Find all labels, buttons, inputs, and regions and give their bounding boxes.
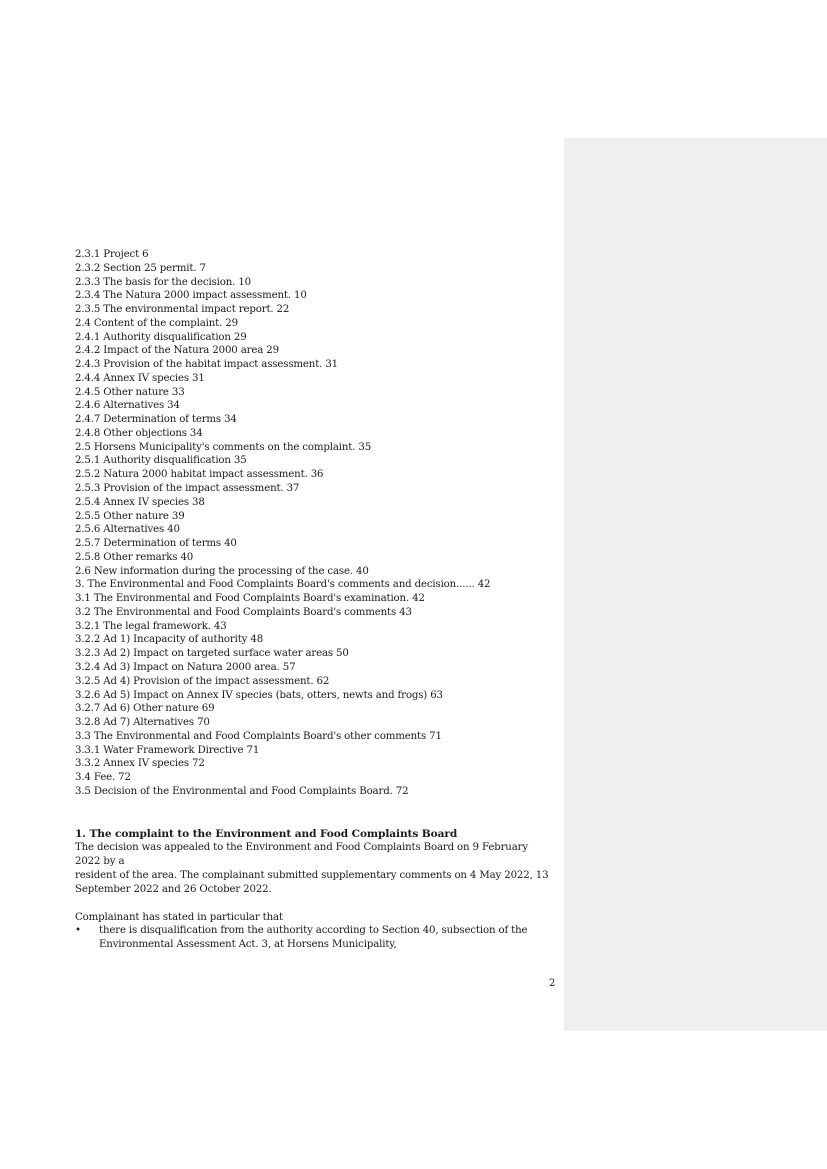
page-number: 2: [549, 978, 556, 989]
toc-entry[interactable]: 2.5.4 Annex IV species 38: [75, 496, 205, 508]
toc-entry[interactable]: 3.2.8 Ad 7) Alternatives 70: [75, 717, 210, 729]
paragraph-line: The decision was appealed to the Environment and Food Complaints Board on 9 February 2022 by a: [75, 842, 528, 867]
toc-entry[interactable]: 3.3.1 Water Framework Directive 71: [75, 744, 260, 756]
toc-entry[interactable]: 3.2.1 The legal framework. 43: [75, 620, 227, 632]
table-of-contents: [75, 248, 555, 799]
toc-entry[interactable]: 3.2.2 Ad 1) Incapacity of authority 48: [75, 634, 264, 646]
bullet-icon: •: [75, 925, 81, 937]
bullet-list: [75, 924, 555, 952]
toc-entry[interactable]: 2.4.6 Alternatives 34: [75, 400, 180, 412]
toc-entry[interactable]: 2.5.5 Other nature 39: [75, 510, 185, 522]
toc-entry[interactable]: 2.4.4 Annex IV species 31: [75, 372, 205, 384]
toc-entry[interactable]: 3.2.6 Ad 5) Impact on Annex IV species (bats, otters, newts and frogs) 63: [75, 689, 443, 701]
toc-entry[interactable]: 2.4.8 Other objections 34: [75, 427, 203, 439]
bullet-continuation: [75, 938, 555, 952]
toc-entry[interactable]: 2.3.5 The environmental impact report. 22: [75, 304, 290, 316]
toc-entry[interactable]: 2.5 Horsens Municipality's comments on the complaint. 35: [75, 441, 372, 453]
toc-entry[interactable]: 3.4 Fee. 72: [75, 772, 131, 784]
toc-entry[interactable]: 2.5.7 Determination of terms 40: [75, 538, 237, 550]
toc-entry[interactable]: 3.2.3 Ad 2) Impact on targeted surface water areas 50: [75, 648, 349, 660]
toc-entry[interactable]: 3.2.4 Ad 3) Impact on Natura 2000 area. 57: [75, 661, 296, 673]
paragraph-line: September 2022 and 26 October 2022.: [75, 883, 272, 895]
toc-entry[interactable]: 2.5.2 Natura 2000 habitat impact assessment. 36: [75, 469, 324, 481]
toc-entry[interactable]: 2.6 New information during the processing of the case. 40: [75, 565, 369, 577]
toc-entry[interactable]: 2.3.3 The basis for the decision. 10: [75, 276, 252, 288]
section-heading: 1. The complaint to the Environment and Food Complaints Board: [75, 828, 458, 840]
toc-entry[interactable]: 2.3.1 Project 6: [75, 249, 149, 260]
toc-entry[interactable]: 2.4.2 Impact of the Natura 2000 area 29: [75, 345, 279, 357]
toc-entry[interactable]: 2.3.4 The Natura 2000 impact assessment. 10: [75, 290, 307, 302]
toc-entry[interactable]: 2.4.3 Provision of the habitat impact assessment. 31: [75, 359, 338, 371]
toc-entry[interactable]: 2.4.5 Other nature 33: [75, 386, 185, 398]
toc-entry[interactable]: 2.5.6 Alternatives 40: [75, 524, 180, 536]
bullet-text: there is disqualification from the authority according to Section 40, subsection of the: [99, 925, 528, 937]
toc-entry[interactable]: 2.4.7 Determination of terms 34: [75, 414, 237, 426]
paragraph: Complainant has stated in particular that: [75, 911, 283, 923]
toc-entry[interactable]: 2.4.1 Authority disqualification 29: [75, 331, 247, 343]
toc-entry[interactable]: 3.2.7 Ad 6) Other nature 69: [75, 703, 215, 715]
toc-entry[interactable]: 3.3 The Environmental and Food Complaints Board's other comments 71: [75, 730, 442, 742]
comment-pane: [564, 138, 827, 1031]
toc-entry[interactable]: 2.5.8 Other remarks 40: [75, 551, 194, 563]
toc-entry[interactable]: 3.5 Decision of the Environmental and Food Complaints Board. 72: [75, 785, 409, 797]
toc-entry[interactable]: 2.3.2 Section 25 permit. 7: [75, 262, 206, 274]
bullet-item: [75, 924, 555, 938]
bullet-text: Environmental Assessment Act. 3, at Horsens Municipality,: [99, 939, 397, 951]
toc-entry[interactable]: 3. The Environmental and Food Complaints Board's comments and decision...... 42: [75, 579, 491, 591]
toc-entry[interactable]: 3.3.2 Annex IV species 72: [75, 758, 205, 770]
complaint-section: [75, 827, 555, 952]
toc-entry[interactable]: 2.5.3 Provision of the impact assessment. 37: [75, 483, 300, 495]
toc-entry[interactable]: 2.5.1 Authority disqualification 35: [75, 455, 247, 467]
toc-entry[interactable]: 2.4 Content of the complaint. 29: [75, 317, 238, 329]
paragraph-line: resident of the area. The complainant submitted supplementary comments on 4 May 2022, 13: [75, 869, 549, 881]
toc-entry[interactable]: 3.1 The Environmental and Food Complaints Board's examination. 42: [75, 593, 425, 605]
toc-entry[interactable]: 3.2 The Environmental and Food Complaints Board's comments 43: [75, 606, 412, 618]
toc-entry[interactable]: 3.2.5 Ad 4) Provision of the impact assessment. 62: [75, 675, 330, 687]
